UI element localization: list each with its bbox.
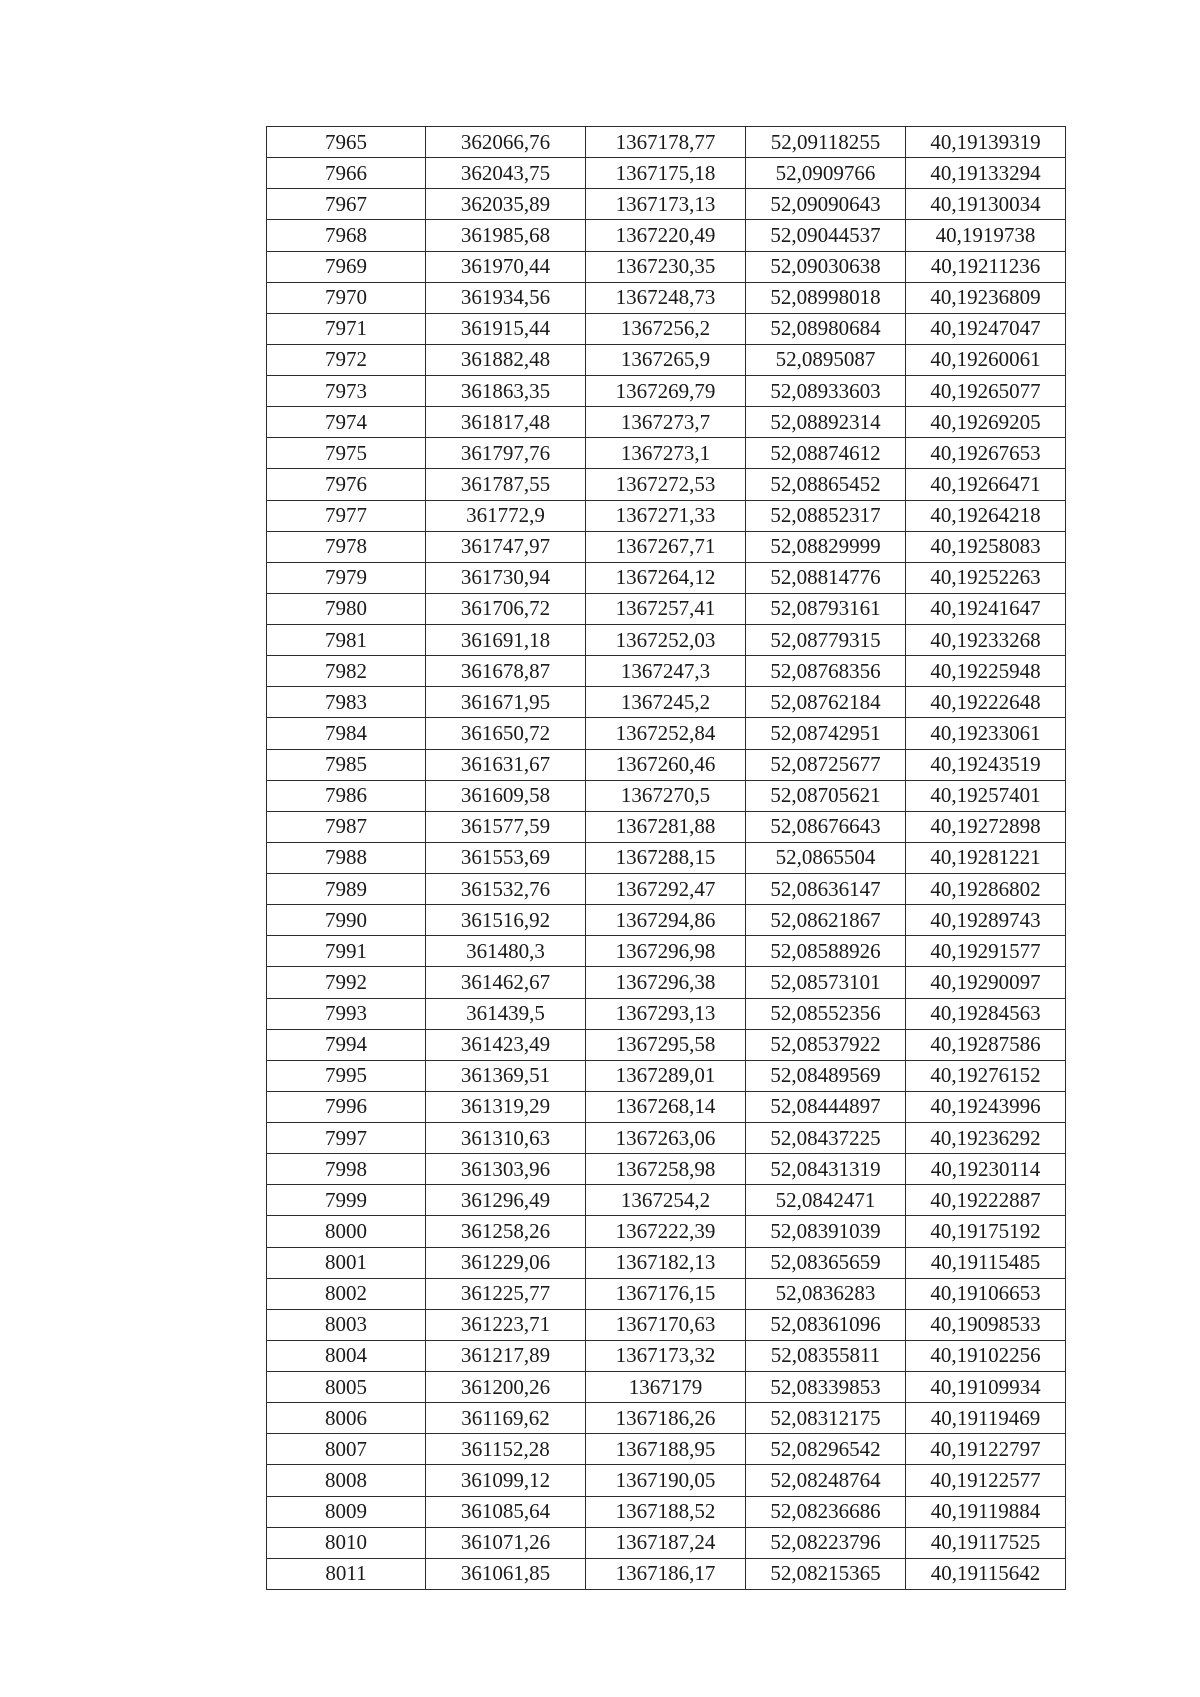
point-number-cell: 7997	[267, 1123, 426, 1154]
y-coordinate-cell: 1367296,98	[586, 936, 746, 967]
table-row	[267, 1372, 1066, 1403]
longitude-cell: 40,19119884	[906, 1496, 1066, 1527]
y-coordinate-cell: 1367272,53	[586, 469, 746, 500]
longitude-cell: 40,19241647	[906, 593, 1066, 624]
table-row	[267, 625, 1066, 656]
point-number-cell: 7987	[267, 811, 426, 842]
point-number-cell: 7985	[267, 749, 426, 780]
table-row	[267, 1247, 1066, 1278]
latitude-cell: 52,08852317	[746, 500, 906, 531]
point-number-cell: 7981	[267, 625, 426, 656]
x-coordinate-cell: 361225,77	[426, 1278, 586, 1309]
x-coordinate-cell: 361787,55	[426, 469, 586, 500]
latitude-cell: 52,08552356	[746, 998, 906, 1029]
x-coordinate-cell: 361369,51	[426, 1060, 586, 1091]
table-row	[267, 1403, 1066, 1434]
latitude-cell: 52,08998018	[746, 282, 906, 313]
y-coordinate-cell: 1367247,3	[586, 656, 746, 687]
point-number-cell: 7995	[267, 1060, 426, 1091]
x-coordinate-cell: 361296,49	[426, 1185, 586, 1216]
table-row	[267, 1558, 1066, 1589]
y-coordinate-cell: 1367273,7	[586, 407, 746, 438]
point-number-cell: 7973	[267, 376, 426, 407]
point-number-cell: 7972	[267, 344, 426, 375]
point-number-cell: 7979	[267, 562, 426, 593]
latitude-cell: 52,09044537	[746, 220, 906, 251]
y-coordinate-cell: 1367271,33	[586, 500, 746, 531]
longitude-cell: 40,19139319	[906, 127, 1066, 158]
x-coordinate-cell: 361730,94	[426, 562, 586, 593]
table-row	[267, 998, 1066, 1029]
latitude-cell: 52,08444897	[746, 1091, 906, 1122]
x-coordinate-cell: 361631,67	[426, 749, 586, 780]
latitude-cell: 52,08933603	[746, 376, 906, 407]
latitude-cell: 52,08892314	[746, 407, 906, 438]
latitude-cell: 52,08768356	[746, 656, 906, 687]
longitude-cell: 40,19230114	[906, 1154, 1066, 1185]
latitude-cell: 52,08793161	[746, 593, 906, 624]
longitude-cell: 40,19269205	[906, 407, 1066, 438]
longitude-cell: 40,19098533	[906, 1309, 1066, 1340]
point-number-cell: 8010	[267, 1527, 426, 1558]
x-coordinate-cell: 361258,26	[426, 1216, 586, 1247]
x-coordinate-cell: 361099,12	[426, 1465, 586, 1496]
table-row	[267, 811, 1066, 842]
x-coordinate-cell: 361609,58	[426, 780, 586, 811]
longitude-cell: 40,19243519	[906, 749, 1066, 780]
y-coordinate-cell: 1367293,13	[586, 998, 746, 1029]
y-coordinate-cell: 1367188,95	[586, 1434, 746, 1465]
x-coordinate-cell: 361691,18	[426, 625, 586, 656]
longitude-cell: 40,19122577	[906, 1465, 1066, 1496]
latitude-cell: 52,08236686	[746, 1496, 906, 1527]
table-row	[267, 500, 1066, 531]
y-coordinate-cell: 1367252,84	[586, 718, 746, 749]
x-coordinate-cell: 361577,59	[426, 811, 586, 842]
longitude-cell: 40,19222648	[906, 687, 1066, 718]
y-coordinate-cell: 1367260,46	[586, 749, 746, 780]
table-row	[267, 407, 1066, 438]
latitude-cell: 52,08725677	[746, 749, 906, 780]
longitude-cell: 40,19289743	[906, 905, 1066, 936]
table-row	[267, 282, 1066, 313]
longitude-cell: 40,19122797	[906, 1434, 1066, 1465]
latitude-cell: 52,08296542	[746, 1434, 906, 1465]
table-row	[267, 438, 1066, 469]
x-coordinate-cell: 361985,68	[426, 220, 586, 251]
x-coordinate-cell: 361310,63	[426, 1123, 586, 1154]
latitude-cell: 52,0895087	[746, 344, 906, 375]
table-row	[267, 1309, 1066, 1340]
table-row	[267, 1465, 1066, 1496]
x-coordinate-cell: 361915,44	[426, 313, 586, 344]
point-number-cell: 7984	[267, 718, 426, 749]
x-coordinate-cell: 361747,97	[426, 531, 586, 562]
longitude-cell: 40,19222887	[906, 1185, 1066, 1216]
x-coordinate-cell: 361706,72	[426, 593, 586, 624]
x-coordinate-cell: 361319,29	[426, 1091, 586, 1122]
y-coordinate-cell: 1367220,49	[586, 220, 746, 251]
table-row	[267, 1496, 1066, 1527]
point-number-cell: 7965	[267, 127, 426, 158]
x-coordinate-cell: 362066,76	[426, 127, 586, 158]
latitude-cell: 52,08339853	[746, 1372, 906, 1403]
y-coordinate-cell: 1367295,58	[586, 1029, 746, 1060]
table-row	[267, 376, 1066, 407]
table-row	[267, 158, 1066, 189]
point-number-cell: 7978	[267, 531, 426, 562]
table-row	[267, 1527, 1066, 1558]
x-coordinate-cell: 361650,72	[426, 718, 586, 749]
x-coordinate-cell: 361772,9	[426, 500, 586, 531]
latitude-cell: 52,0909766	[746, 158, 906, 189]
point-number-cell: 8000	[267, 1216, 426, 1247]
x-coordinate-cell: 361934,56	[426, 282, 586, 313]
y-coordinate-cell: 1367264,12	[586, 562, 746, 593]
longitude-cell: 40,19247047	[906, 313, 1066, 344]
y-coordinate-cell: 1367273,1	[586, 438, 746, 469]
latitude-cell: 52,08779315	[746, 625, 906, 656]
point-number-cell: 7967	[267, 189, 426, 220]
table-row	[267, 1154, 1066, 1185]
longitude-cell: 40,19284563	[906, 998, 1066, 1029]
y-coordinate-cell: 1367269,79	[586, 376, 746, 407]
longitude-cell: 40,19117525	[906, 1527, 1066, 1558]
table-row	[267, 718, 1066, 749]
coordinates-table	[266, 126, 1066, 1590]
table-row	[267, 1091, 1066, 1122]
x-coordinate-cell: 361085,64	[426, 1496, 586, 1527]
point-number-cell: 8004	[267, 1340, 426, 1371]
x-coordinate-cell: 361169,62	[426, 1403, 586, 1434]
point-number-cell: 7998	[267, 1154, 426, 1185]
table-row	[267, 687, 1066, 718]
longitude-cell: 40,19236292	[906, 1123, 1066, 1154]
x-coordinate-cell: 361678,87	[426, 656, 586, 687]
table-row	[267, 1123, 1066, 1154]
table-row	[267, 1216, 1066, 1247]
point-number-cell: 8005	[267, 1372, 426, 1403]
x-coordinate-cell: 361516,92	[426, 905, 586, 936]
longitude-cell: 40,19236809	[906, 282, 1066, 313]
latitude-cell: 52,08537922	[746, 1029, 906, 1060]
latitude-cell: 52,08431319	[746, 1154, 906, 1185]
longitude-cell: 40,19291577	[906, 936, 1066, 967]
latitude-cell: 52,08489569	[746, 1060, 906, 1091]
longitude-cell: 40,19115485	[906, 1247, 1066, 1278]
point-number-cell: 7990	[267, 905, 426, 936]
latitude-cell: 52,0836283	[746, 1278, 906, 1309]
latitude-cell: 52,08814776	[746, 562, 906, 593]
table-row	[267, 469, 1066, 500]
point-number-cell: 8007	[267, 1434, 426, 1465]
longitude-cell: 40,19106653	[906, 1278, 1066, 1309]
latitude-cell: 52,08865452	[746, 469, 906, 500]
y-coordinate-cell: 1367265,9	[586, 344, 746, 375]
table-row	[267, 1278, 1066, 1309]
table-row	[267, 905, 1066, 936]
x-coordinate-cell: 361863,35	[426, 376, 586, 407]
x-coordinate-cell: 361532,76	[426, 874, 586, 905]
latitude-cell: 52,0865504	[746, 842, 906, 873]
longitude-cell: 40,19175192	[906, 1216, 1066, 1247]
point-number-cell: 7966	[267, 158, 426, 189]
longitude-cell: 40,19109934	[906, 1372, 1066, 1403]
y-coordinate-cell: 1367230,35	[586, 251, 746, 282]
point-number-cell: 7994	[267, 1029, 426, 1060]
table-row	[267, 936, 1066, 967]
table-row	[267, 127, 1066, 158]
y-coordinate-cell: 1367263,06	[586, 1123, 746, 1154]
point-number-cell: 8002	[267, 1278, 426, 1309]
point-number-cell: 7968	[267, 220, 426, 251]
table-row	[267, 344, 1066, 375]
y-coordinate-cell: 1367254,2	[586, 1185, 746, 1216]
x-coordinate-cell: 361423,49	[426, 1029, 586, 1060]
point-number-cell: 7988	[267, 842, 426, 873]
latitude-cell: 52,08391039	[746, 1216, 906, 1247]
point-number-cell: 7970	[267, 282, 426, 313]
longitude-cell: 40,1919738	[906, 220, 1066, 251]
point-number-cell: 8008	[267, 1465, 426, 1496]
y-coordinate-cell: 1367256,2	[586, 313, 746, 344]
x-coordinate-cell: 362043,75	[426, 158, 586, 189]
y-coordinate-cell: 1367188,52	[586, 1496, 746, 1527]
table-row	[267, 780, 1066, 811]
y-coordinate-cell: 1367257,41	[586, 593, 746, 624]
point-number-cell: 7991	[267, 936, 426, 967]
point-number-cell: 7974	[267, 407, 426, 438]
latitude-cell: 52,08361096	[746, 1309, 906, 1340]
x-coordinate-cell: 361882,48	[426, 344, 586, 375]
point-number-cell: 7983	[267, 687, 426, 718]
y-coordinate-cell: 1367248,73	[586, 282, 746, 313]
longitude-cell: 40,19233061	[906, 718, 1066, 749]
table-row	[267, 1434, 1066, 1465]
x-coordinate-cell: 361553,69	[426, 842, 586, 873]
y-coordinate-cell: 1367270,5	[586, 780, 746, 811]
longitude-cell: 40,19286802	[906, 874, 1066, 905]
table-row	[267, 842, 1066, 873]
latitude-cell: 52,09030638	[746, 251, 906, 282]
table-row	[267, 531, 1066, 562]
latitude-cell: 52,08312175	[746, 1403, 906, 1434]
y-coordinate-cell: 1367175,18	[586, 158, 746, 189]
y-coordinate-cell: 1367173,13	[586, 189, 746, 220]
table-row	[267, 656, 1066, 687]
point-number-cell: 7980	[267, 593, 426, 624]
latitude-cell: 52,08742951	[746, 718, 906, 749]
longitude-cell: 40,19243996	[906, 1091, 1066, 1122]
longitude-cell: 40,19257401	[906, 780, 1066, 811]
longitude-cell: 40,19260061	[906, 344, 1066, 375]
latitude-cell: 52,08248764	[746, 1465, 906, 1496]
x-coordinate-cell: 361071,26	[426, 1527, 586, 1558]
y-coordinate-cell: 1367176,15	[586, 1278, 746, 1309]
point-number-cell: 7992	[267, 967, 426, 998]
y-coordinate-cell: 1367258,98	[586, 1154, 746, 1185]
longitude-cell: 40,19266471	[906, 469, 1066, 500]
x-coordinate-cell: 361970,44	[426, 251, 586, 282]
latitude-cell: 52,08355811	[746, 1340, 906, 1371]
table-row	[267, 1029, 1066, 1060]
table-row	[267, 251, 1066, 282]
table-row	[267, 593, 1066, 624]
x-coordinate-cell: 361303,96	[426, 1154, 586, 1185]
point-number-cell: 7975	[267, 438, 426, 469]
y-coordinate-cell: 1367186,17	[586, 1558, 746, 1589]
y-coordinate-cell: 1367190,05	[586, 1465, 746, 1496]
point-number-cell: 8001	[267, 1247, 426, 1278]
longitude-cell: 40,19276152	[906, 1060, 1066, 1091]
x-coordinate-cell: 361200,26	[426, 1372, 586, 1403]
longitude-cell: 40,19102256	[906, 1340, 1066, 1371]
point-number-cell: 7982	[267, 656, 426, 687]
y-coordinate-cell: 1367222,39	[586, 1216, 746, 1247]
x-coordinate-cell: 361817,48	[426, 407, 586, 438]
latitude-cell: 52,08705621	[746, 780, 906, 811]
latitude-cell: 52,0842471	[746, 1185, 906, 1216]
x-coordinate-cell: 361462,67	[426, 967, 586, 998]
point-number-cell: 8009	[267, 1496, 426, 1527]
table-row	[267, 1340, 1066, 1371]
table-row	[267, 189, 1066, 220]
table-row	[267, 967, 1066, 998]
y-coordinate-cell: 1367252,03	[586, 625, 746, 656]
x-coordinate-cell: 361671,95	[426, 687, 586, 718]
longitude-cell: 40,19211236	[906, 251, 1066, 282]
y-coordinate-cell: 1367296,38	[586, 967, 746, 998]
y-coordinate-cell: 1367173,32	[586, 1340, 746, 1371]
point-number-cell: 7989	[267, 874, 426, 905]
table-row	[267, 749, 1066, 780]
latitude-cell: 52,08621867	[746, 905, 906, 936]
latitude-cell: 52,08223796	[746, 1527, 906, 1558]
y-coordinate-cell: 1367245,2	[586, 687, 746, 718]
point-number-cell: 8006	[267, 1403, 426, 1434]
table-row	[267, 313, 1066, 344]
x-coordinate-cell: 361152,28	[426, 1434, 586, 1465]
x-coordinate-cell: 361217,89	[426, 1340, 586, 1371]
latitude-cell: 52,08762184	[746, 687, 906, 718]
y-coordinate-cell: 1367170,63	[586, 1309, 746, 1340]
longitude-cell: 40,19233268	[906, 625, 1066, 656]
table-row	[267, 1060, 1066, 1091]
y-coordinate-cell: 1367178,77	[586, 127, 746, 158]
longitude-cell: 40,19115642	[906, 1558, 1066, 1589]
longitude-cell: 40,19272898	[906, 811, 1066, 842]
x-coordinate-cell: 361480,3	[426, 936, 586, 967]
y-coordinate-cell: 1367294,86	[586, 905, 746, 936]
point-number-cell: 7986	[267, 780, 426, 811]
y-coordinate-cell: 1367288,15	[586, 842, 746, 873]
y-coordinate-cell: 1367268,14	[586, 1091, 746, 1122]
longitude-cell: 40,19287586	[906, 1029, 1066, 1060]
table-row	[267, 220, 1066, 251]
longitude-cell: 40,19267653	[906, 438, 1066, 469]
latitude-cell: 52,08676643	[746, 811, 906, 842]
coordinates-table-body	[267, 127, 1066, 1590]
longitude-cell: 40,19133294	[906, 158, 1066, 189]
point-number-cell: 7993	[267, 998, 426, 1029]
point-number-cell: 8011	[267, 1558, 426, 1589]
longitude-cell: 40,19265077	[906, 376, 1066, 407]
latitude-cell: 52,08365659	[746, 1247, 906, 1278]
latitude-cell: 52,08636147	[746, 874, 906, 905]
longitude-cell: 40,19258083	[906, 531, 1066, 562]
longitude-cell: 40,19290097	[906, 967, 1066, 998]
y-coordinate-cell: 1367289,01	[586, 1060, 746, 1091]
latitude-cell: 52,08588926	[746, 936, 906, 967]
latitude-cell: 52,08573101	[746, 967, 906, 998]
x-coordinate-cell: 361797,76	[426, 438, 586, 469]
latitude-cell: 52,08437225	[746, 1123, 906, 1154]
y-coordinate-cell: 1367267,71	[586, 531, 746, 562]
latitude-cell: 52,09118255	[746, 127, 906, 158]
y-coordinate-cell: 1367182,13	[586, 1247, 746, 1278]
x-coordinate-cell: 362035,89	[426, 189, 586, 220]
point-number-cell: 8003	[267, 1309, 426, 1340]
y-coordinate-cell: 1367292,47	[586, 874, 746, 905]
longitude-cell: 40,19252263	[906, 562, 1066, 593]
longitude-cell: 40,19119469	[906, 1403, 1066, 1434]
longitude-cell: 40,19130034	[906, 189, 1066, 220]
y-coordinate-cell: 1367281,88	[586, 811, 746, 842]
point-number-cell: 7969	[267, 251, 426, 282]
latitude-cell: 52,08829999	[746, 531, 906, 562]
latitude-cell: 52,08980684	[746, 313, 906, 344]
table-row	[267, 874, 1066, 905]
point-number-cell: 7996	[267, 1091, 426, 1122]
latitude-cell: 52,08215365	[746, 1558, 906, 1589]
x-coordinate-cell: 361229,06	[426, 1247, 586, 1278]
x-coordinate-cell: 361061,85	[426, 1558, 586, 1589]
table-row	[267, 1185, 1066, 1216]
y-coordinate-cell: 1367179	[586, 1372, 746, 1403]
point-number-cell: 7976	[267, 469, 426, 500]
x-coordinate-cell: 361223,71	[426, 1309, 586, 1340]
table-row	[267, 562, 1066, 593]
y-coordinate-cell: 1367187,24	[586, 1527, 746, 1558]
longitude-cell: 40,19281221	[906, 842, 1066, 873]
point-number-cell: 7977	[267, 500, 426, 531]
latitude-cell: 52,09090643	[746, 189, 906, 220]
point-number-cell: 7971	[267, 313, 426, 344]
point-number-cell: 7999	[267, 1185, 426, 1216]
longitude-cell: 40,19264218	[906, 500, 1066, 531]
latitude-cell: 52,08874612	[746, 438, 906, 469]
longitude-cell: 40,19225948	[906, 656, 1066, 687]
y-coordinate-cell: 1367186,26	[586, 1403, 746, 1434]
x-coordinate-cell: 361439,5	[426, 998, 586, 1029]
